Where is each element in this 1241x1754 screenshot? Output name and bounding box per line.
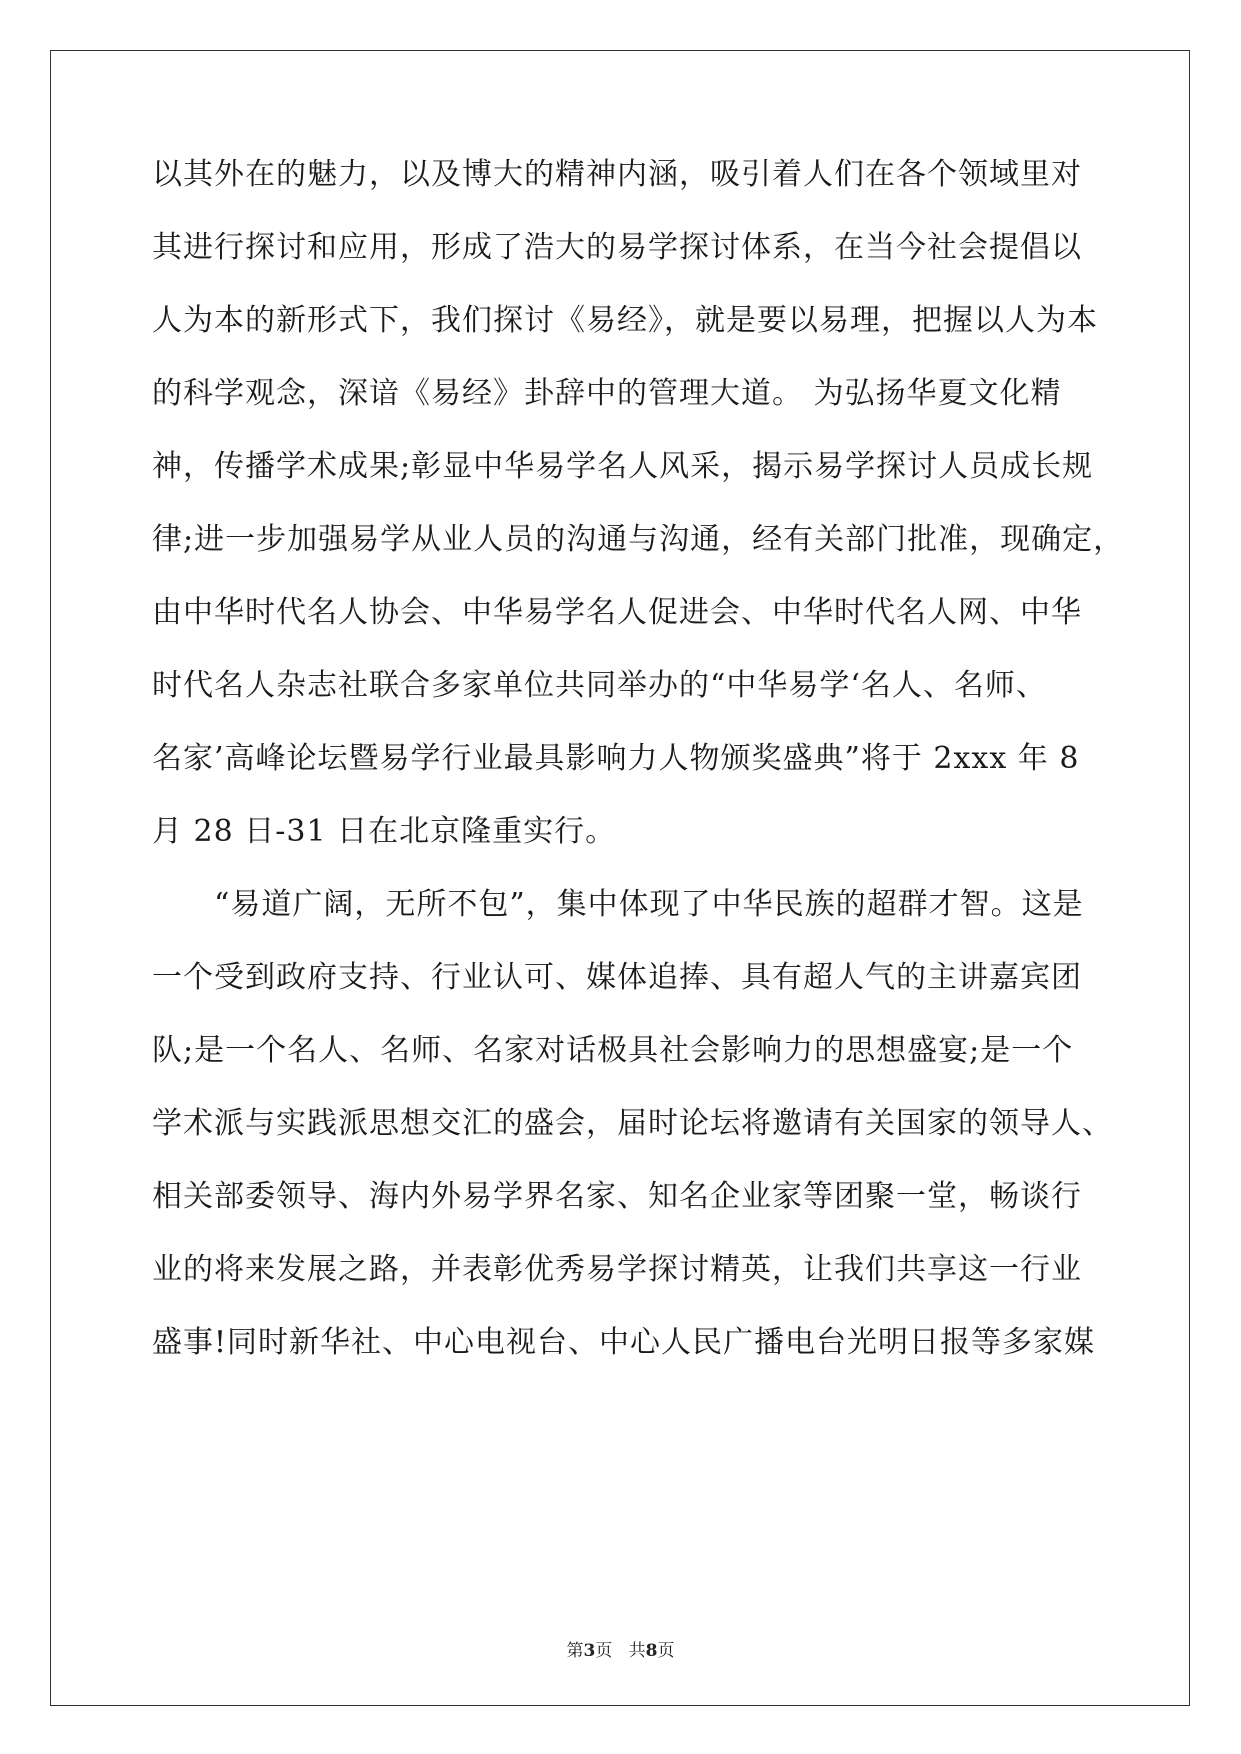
text-line: 一个受到政府支持、行业认可、媒体追捧、具有超人气的主讲嘉宾团 — [152, 960, 1082, 995]
footer-page-unit: 页 — [595, 1641, 613, 1661]
text-line: 其进行探讨和应用，形成了浩大的易学探讨体系，在当今社会提倡以 — [152, 230, 1082, 265]
text-line: 名家’高峰论坛暨易学行业最具影响力人物颁奖盛典”将于 2xxx 年 8 — [152, 741, 1080, 776]
footer-total-prefix: 共 — [628, 1641, 646, 1661]
text-line: 神，传播学术成果;彰显中华易学名人风采，揭示易学探讨人员成长规 — [152, 449, 1094, 484]
text-line: 盛事!同时新华社、中心电视台、中心人民广播电台光明日报等多家媒 — [152, 1325, 1096, 1360]
text-line: 以其外在的魅力，以及博大的精神内涵，吸引着人们在各个领域里对 — [152, 157, 1082, 192]
footer-total-unit: 页 — [657, 1641, 675, 1661]
current-page-number: 3 — [583, 1641, 596, 1661]
footer-prefix: 第 — [566, 1641, 584, 1661]
page-footer — [0, 1640, 1241, 1662]
text-line: 业的将来发展之路，并表彰优秀易学探讨精英，让我们共享这一行业 — [152, 1252, 1082, 1287]
text-line: 时代名人杂志社联合多家单位共同举办的“中华易学‘名人、名师、 — [152, 668, 1047, 703]
total-pages-number: 8 — [645, 1641, 658, 1661]
text-line: 月 28 日-31 日在北京隆重实行。 — [152, 814, 617, 849]
page-border — [50, 50, 1190, 1706]
text-line: 律;进一步加强易学从业人员的沟通与沟通，经有关部门批准，现确定， — [152, 522, 1125, 557]
text-line: 由中华时代名人协会、中华易学名人促进会、中华时代名人网、中华 — [152, 595, 1082, 630]
text-line: 学术派与实践派思想交汇的盛会，届时论坛将邀请有关国家的领导人、 — [152, 1106, 1113, 1141]
text-line: 人为本的新形式下，我们探讨《易经》，就是要以易理，把握以人为本 — [152, 303, 1098, 338]
text-line: 队;是一个名人、名师、名家对话极具社会影响力的思想盛宴;是一个 — [152, 1033, 1074, 1068]
text-line: 相关部委领导、海内外易学界名家、知名企业家等团聚一堂，畅谈行 — [152, 1179, 1082, 1214]
paragraph-first-line: “易道广阔，无所不包”，集中体现了中华民族的超群才智。这是 — [214, 887, 1084, 922]
text-line: 的科学观念，深谙《易经》卦辞中的管理大道。 为弘扬华夏文化精 — [152, 376, 1062, 411]
